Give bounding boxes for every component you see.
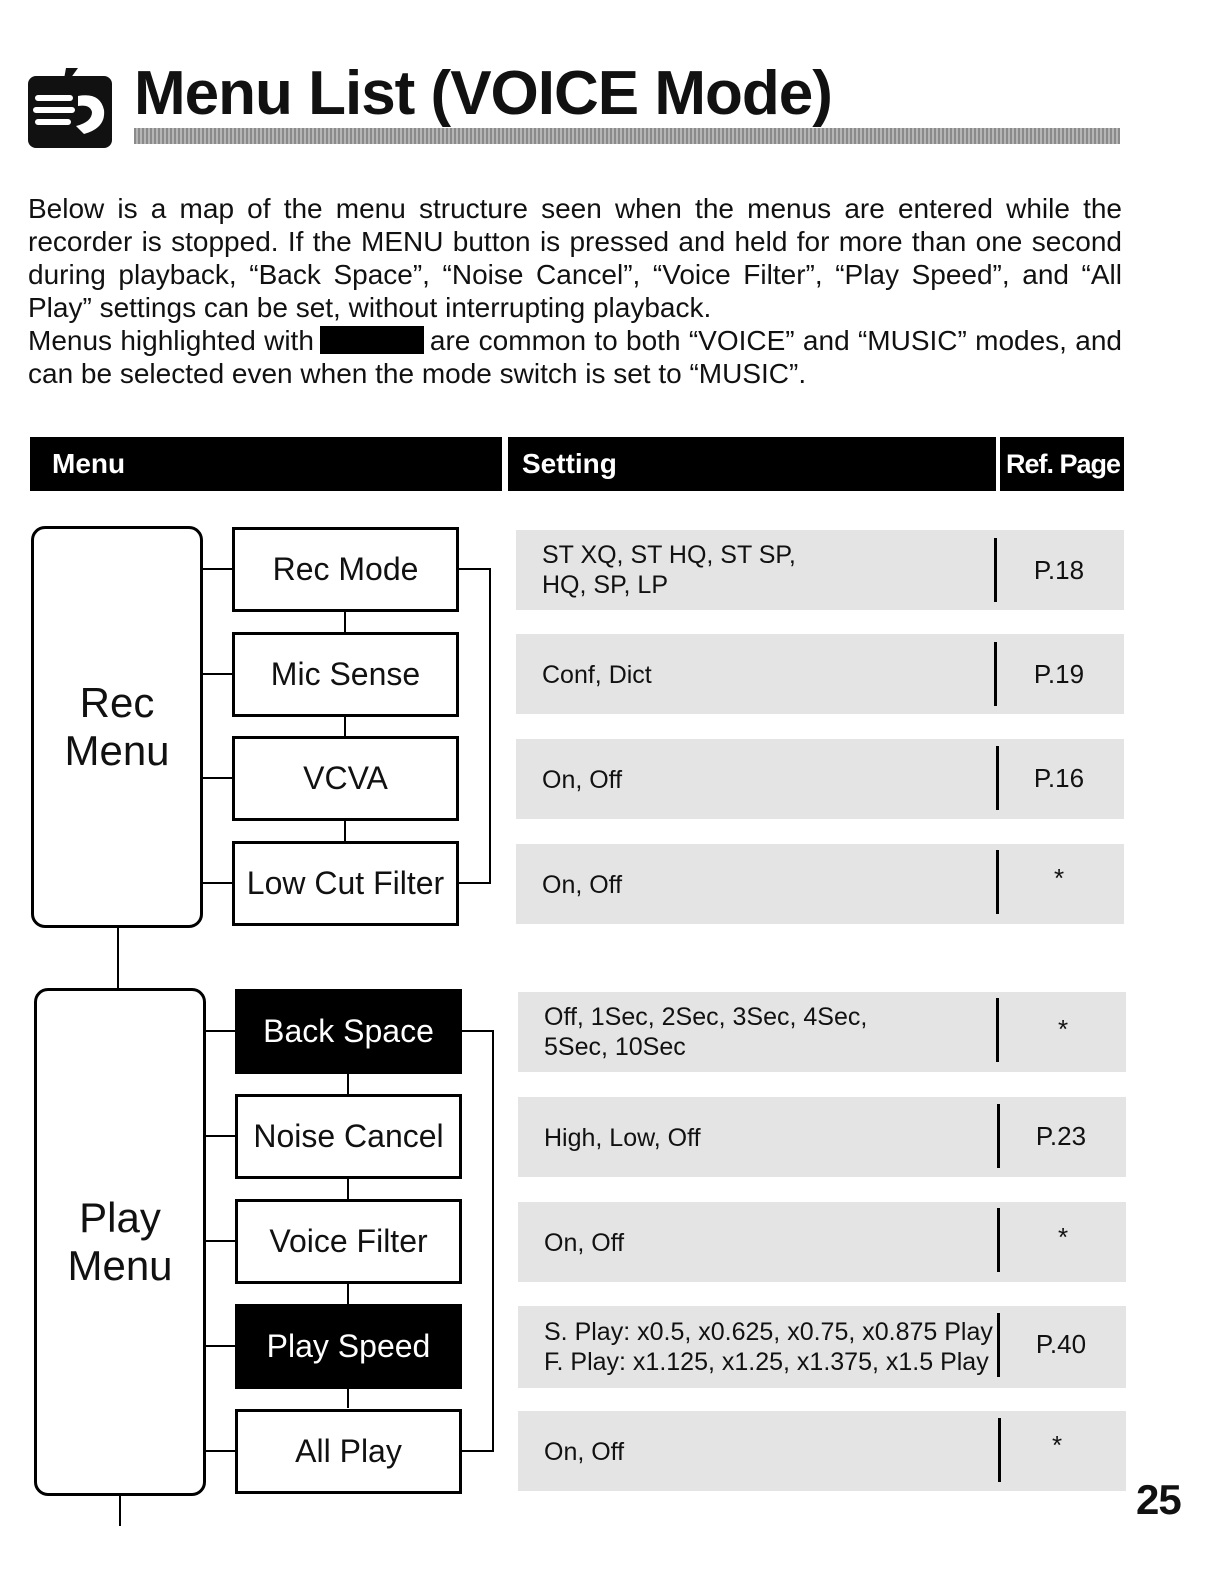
intro-paragraph-2 (28, 324, 1122, 390)
group-label-line-1: Rec (79, 679, 155, 726)
bracket-line (457, 568, 491, 570)
menu-item-mic-sense: Mic Sense (232, 632, 459, 717)
page-title: Menu List (VOICE Mode) (134, 59, 832, 128)
menu-item-play-speed: Play Speed (235, 1304, 462, 1389)
row-divider (996, 850, 999, 914)
group-play-menu (34, 988, 206, 1496)
bracket-line (489, 568, 491, 884)
intro-text (28, 192, 1122, 390)
group-label (64, 679, 169, 775)
menu-item-back-space: Back Space (235, 989, 462, 1074)
setting-value: On, Off (544, 1229, 625, 1257)
menu-item-noise-cancel: Noise Cancel (235, 1094, 462, 1179)
bracket-line (460, 1030, 494, 1032)
setting-value (544, 1317, 994, 1377)
menu-item-low-cut-filter: Low Cut Filter (232, 841, 459, 926)
column-header-ref-page: Ref. Page (1000, 437, 1124, 491)
group-connector (117, 926, 119, 990)
branch-line (202, 882, 234, 884)
setting-line: HQ, SP, LP (542, 571, 668, 599)
setting-value: On, Off (542, 871, 623, 899)
highlight-swatch (320, 326, 424, 354)
setting-line: ST XQ, ST HQ, ST SP, (542, 541, 796, 569)
setting-value: On, Off (542, 766, 623, 794)
setting-line: 5Sec, 10Sec (544, 1033, 686, 1061)
row-divider (994, 642, 997, 706)
setting-value: On, Off (544, 1438, 625, 1466)
branch-line (205, 1240, 237, 1242)
branch-line (205, 1345, 237, 1347)
branch-line (202, 568, 234, 570)
ref-page: P.18 (1033, 555, 1085, 585)
intro-highlight-before: Menus highlighted with (28, 325, 314, 356)
menu-item-vcva: VCVA (232, 736, 459, 821)
setting-line: F. Play: x1.125, x1.25, x1.375, x1.5 Play (544, 1348, 989, 1376)
ref-page: * (1057, 1014, 1069, 1044)
group-label-line-2: Menu (64, 727, 170, 774)
group-rec-menu (31, 526, 203, 928)
row-divider (998, 1418, 1001, 1482)
column-header-setting: Setting (508, 437, 996, 491)
setting-value: High, Low, Off (544, 1124, 701, 1152)
title-underline (134, 128, 1120, 144)
branch-line (205, 1450, 237, 1452)
menu-hand-icon (26, 66, 114, 150)
branch-line (202, 673, 234, 675)
ref-page: P.23 (1035, 1121, 1087, 1151)
ref-page: * (1057, 1222, 1069, 1252)
row-divider (997, 1208, 1000, 1272)
setting-value (542, 540, 982, 600)
ref-page: * (1053, 863, 1065, 893)
ref-page: P.40 (1035, 1329, 1087, 1359)
row-divider (997, 1313, 1000, 1377)
menu-item-rec-mode: Rec Mode (232, 527, 459, 612)
bracket-line (457, 882, 491, 884)
row-divider (994, 538, 997, 602)
ref-page: P.16 (1033, 763, 1085, 793)
setting-value: Conf, Dict (542, 661, 652, 689)
row-divider (996, 746, 999, 810)
group-label-line-1: Play (79, 1194, 161, 1241)
menu-item-voice-filter: Voice Filter (235, 1199, 462, 1284)
bracket-line (460, 1450, 494, 1452)
menu-item-all-play: All Play (235, 1409, 462, 1494)
branch-line (202, 777, 234, 779)
branch-line (205, 1135, 237, 1137)
ref-page: P.19 (1033, 659, 1085, 689)
row-divider (996, 998, 999, 1062)
row-divider (997, 1104, 1000, 1168)
column-header-menu: Menu (30, 437, 502, 491)
bracket-line (492, 1030, 494, 1452)
setting-line: S. Play: x0.5, x0.625, x0.75, x0.875 Play (544, 1318, 993, 1346)
page-number: 25 (1136, 1476, 1181, 1523)
ref-page: * (1051, 1430, 1063, 1460)
group-label-line-2: Menu (67, 1242, 173, 1289)
setting-line: Off, 1Sec, 2Sec, 3Sec, 4Sec, (544, 1003, 868, 1031)
intro-highlight-after: are common to both “VOICE” and “MUSIC” modes, and can be selected even when the mode switch is set to “MUSIC”. (28, 325, 1122, 389)
intro-paragraph-1: Below is a map of the menu structure seen when the menus are entered while the recorder is stopped. If the MENU button is pressed and held for more than one second during playback, “Back Space”, “Noise Cancel”, “Voice Filter”, “Play Speed”, and “All Play” settings can be set, without interrupting playback. (28, 193, 1122, 323)
branch-line (205, 1030, 237, 1032)
setting-value (544, 1002, 984, 1062)
group-connector-bottom (119, 1494, 121, 1526)
group-label (67, 1194, 172, 1290)
